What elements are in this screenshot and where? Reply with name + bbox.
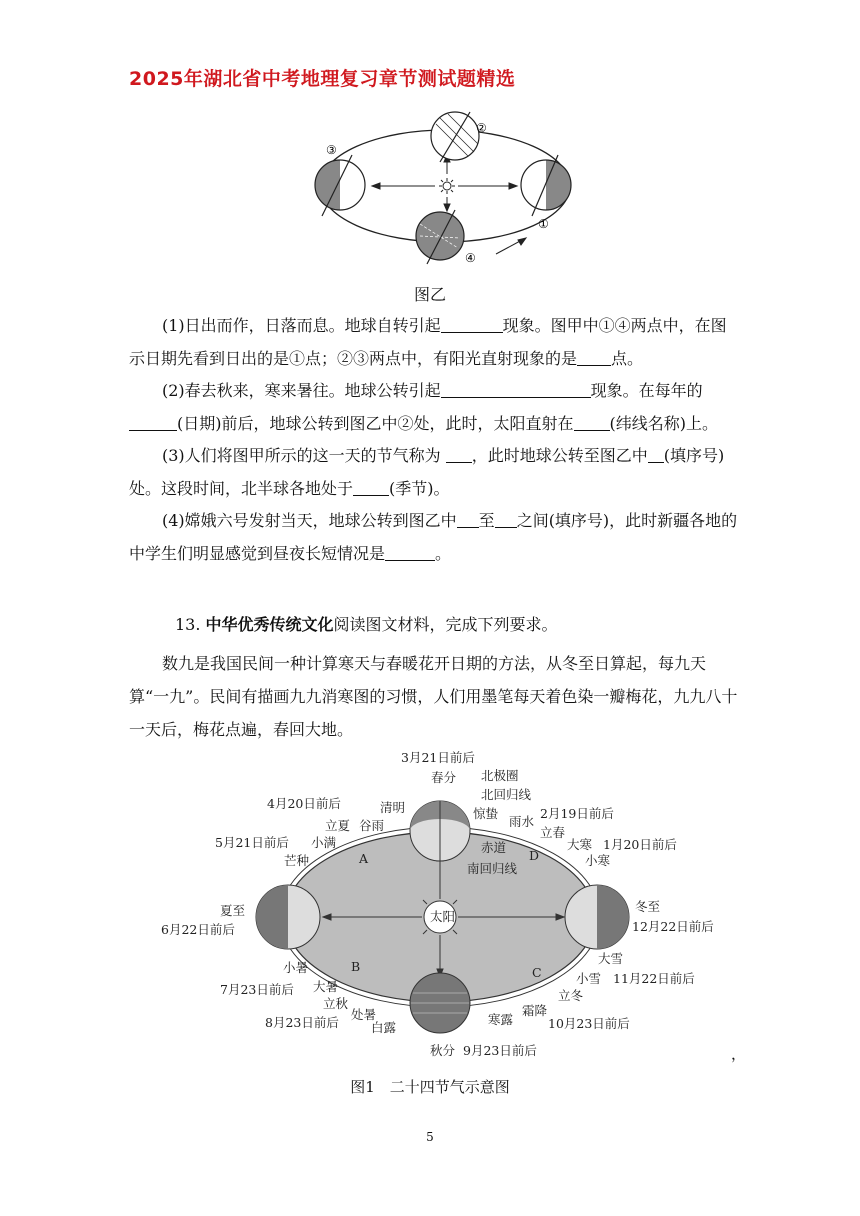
question-1: (1)日出而作，日落而息。地球自转引起 现象。图甲中①④两点中，在图示日期先看到日出的是①点；②③两点中，有阳光直射现象的是 点。 bbox=[129, 316, 727, 368]
svg-text:9月23日前后: 9月23日前后 bbox=[463, 1043, 537, 1058]
earth-winter bbox=[565, 885, 629, 949]
answer-blank[interactable] bbox=[457, 511, 479, 528]
svg-text:小暑: 小暑 bbox=[283, 960, 309, 975]
svg-text:春分: 春分 bbox=[431, 770, 457, 785]
svg-text:寒露: 寒露 bbox=[488, 1012, 514, 1027]
svg-text:冬至: 冬至 bbox=[635, 899, 661, 914]
figure-b-caption: 图乙 bbox=[413, 285, 446, 304]
svg-text:芒种: 芒种 bbox=[284, 853, 310, 868]
svg-text:南回归线: 南回归线 bbox=[467, 861, 518, 876]
svg-text:大雪: 大雪 bbox=[598, 951, 624, 966]
svg-text:5月21日前后: 5月21日前后 bbox=[215, 835, 289, 850]
answer-blank[interactable] bbox=[495, 511, 517, 528]
svg-text:2月19日前后: 2月19日前后 bbox=[540, 806, 614, 821]
svg-text:6月22日前后: 6月22日前后 bbox=[161, 922, 235, 937]
svg-text:立冬: 立冬 bbox=[558, 988, 584, 1003]
svg-text:清明: 清明 bbox=[380, 800, 406, 815]
svg-text:大暑: 大暑 bbox=[313, 979, 339, 994]
svg-text:立秋: 立秋 bbox=[323, 996, 349, 1011]
earth-position-4 bbox=[416, 210, 476, 265]
svg-text:4月20日前后: 4月20日前后 bbox=[267, 796, 341, 811]
answer-blank[interactable] bbox=[385, 544, 435, 561]
svg-text:12月22日前后: 12月22日前后 bbox=[632, 919, 714, 934]
earth-autumn bbox=[410, 973, 470, 1033]
svg-text:谷雨: 谷雨 bbox=[359, 818, 385, 833]
passage-text: 数九是我国民间一种计算寒天与春暖花开日期的方法，从冬至日算起，每九天算“一九”。民间有描画九九消寒图的习惯，人们用墨笔每天着色染一瓣梅花，九九八十一天后，梅花点遍，春回大地。 bbox=[129, 654, 738, 739]
earth-orbit-diagram-b bbox=[300, 108, 590, 278]
svg-text:太阳: 太阳 bbox=[430, 909, 456, 924]
svg-text:小满: 小满 bbox=[311, 835, 337, 850]
label-p2: ② bbox=[476, 121, 487, 135]
svg-text:立夏: 立夏 bbox=[325, 818, 351, 833]
answer-blank[interactable] bbox=[574, 414, 610, 431]
answer-blank[interactable] bbox=[648, 446, 664, 463]
earth-position-3 bbox=[315, 143, 365, 216]
svg-text:8月23日前后: 8月23日前后 bbox=[265, 1015, 339, 1030]
question-4: (4)嫦娥六号发射当天，地球公转到图乙中 至 之间(填序号)，此时新疆各地的中学生们明显感觉到昼夜长短情况是 。 bbox=[129, 511, 738, 563]
label-p4: ④ bbox=[465, 251, 476, 265]
svg-text:3月21日前后: 3月21日前后 bbox=[401, 750, 475, 765]
trailing-comma: ， bbox=[731, 1045, 747, 1063]
answer-blank[interactable] bbox=[441, 381, 591, 398]
earth-spring bbox=[410, 801, 470, 861]
svg-text:雨水: 雨水 bbox=[509, 814, 535, 829]
svg-text:北回归线: 北回归线 bbox=[481, 787, 532, 802]
svg-text:处暑: 处暑 bbox=[351, 1007, 377, 1022]
earth-position-1 bbox=[521, 155, 571, 231]
question-2: (2)春去秋来，寒来暑往。地球公转引起 现象。在每年的 (日期)前后，地球公转到图乙中②处，此时，太阳直射在 (纬线名称)上。 bbox=[129, 375, 741, 440]
sun-icon bbox=[439, 178, 455, 194]
solar-terms-diagram bbox=[155, 745, 735, 1065]
answer-blank[interactable] bbox=[353, 479, 389, 496]
svg-text:赤道: 赤道 bbox=[481, 840, 507, 855]
earth-position-2 bbox=[431, 112, 487, 162]
svg-text:C: C bbox=[532, 965, 542, 980]
answer-blank[interactable] bbox=[129, 414, 177, 431]
svg-text:D: D bbox=[529, 848, 540, 863]
svg-text:小雪: 小雪 bbox=[576, 971, 602, 986]
svg-text:大寒: 大寒 bbox=[567, 837, 593, 852]
svg-text:北极圈: 北极圈 bbox=[481, 768, 519, 783]
answer-blank[interactable] bbox=[577, 349, 611, 366]
answer-blank[interactable] bbox=[441, 316, 503, 333]
svg-text:秋分: 秋分 bbox=[430, 1043, 456, 1058]
svg-text:霜降: 霜降 bbox=[522, 1003, 548, 1018]
svg-text:惊蛰: 惊蛰 bbox=[473, 806, 499, 821]
question-13-heading: 13. 中华优秀传统文化阅读图文材料，完成下列要求。 bbox=[175, 615, 558, 634]
question-list bbox=[129, 310, 741, 570]
svg-text:11月22日前后: 11月22日前后 bbox=[613, 971, 695, 986]
svg-text:夏至: 夏至 bbox=[220, 903, 246, 918]
page-header-title: 2025年湖北省中考地理复习章节测试题精选 bbox=[129, 68, 516, 90]
page-number: 5 bbox=[426, 1130, 434, 1144]
answer-blank[interactable] bbox=[446, 446, 472, 463]
svg-text:1月20日前后: 1月20日前后 bbox=[603, 837, 677, 852]
svg-text:10月23日前后: 10月23日前后 bbox=[548, 1016, 630, 1031]
svg-text:小寒: 小寒 bbox=[585, 853, 611, 868]
label-p3: ③ bbox=[326, 143, 337, 157]
svg-text:白露: 白露 bbox=[371, 1020, 397, 1035]
svg-text:7月23日前后: 7月23日前后 bbox=[220, 982, 294, 997]
svg-text:A: A bbox=[359, 851, 369, 866]
question-3: (3)人们将图甲所示的这一天的节气称为 ，此时地球公转至图乙中 (填序号)处。这段时间，北半球各地处于 (季节)。 bbox=[129, 446, 725, 498]
svg-text:B: B bbox=[351, 959, 361, 974]
figure-1-caption: 图1 二十四节气示意图 bbox=[350, 1078, 510, 1096]
earth-summer bbox=[256, 885, 320, 949]
svg-text:立春: 立春 bbox=[540, 825, 566, 840]
label-p1: ① bbox=[538, 217, 549, 231]
